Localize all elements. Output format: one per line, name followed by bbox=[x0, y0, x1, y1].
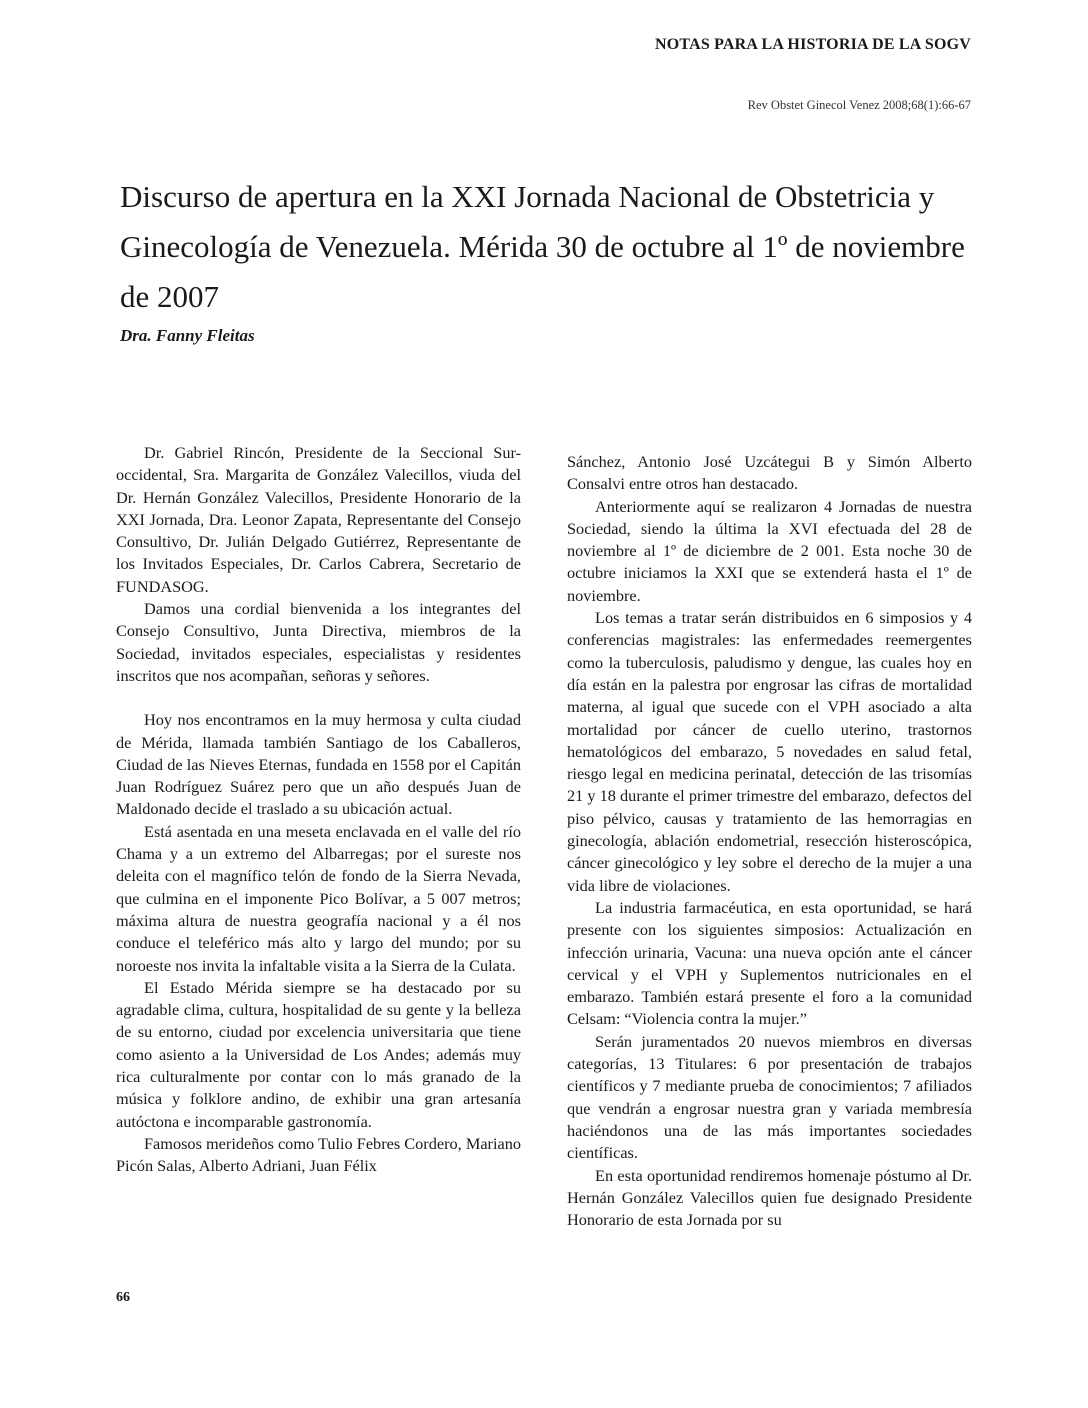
left-column bbox=[116, 442, 521, 1178]
paragraph: El Estado Mérida siempre se ha destacado por su agradable clima, cultura, hospitalidad de su gente y la belleza de su entorno, ciudad por excelencia universitaria que tiene como asiento a la Universidad de Los Andes; además muy rica culturalmente por contar con lo más granado de la música y folklore andino, de exhibir una gran artesanía autóctona e incomparable gastronomía. bbox=[116, 977, 521, 1131]
paragraph: Anteriormente aquí se realizaron 4 Jornadas de nuestra Sociedad, siendo la última la XVI efectuada del 28 de noviembre al 1º de diciembre de 2 001. Esta noche 30 de octubre iniciamos la XXI que se extenderá hasta el 1º de noviembre. bbox=[567, 496, 972, 605]
paragraph: Sánchez, Antonio José Uzcátegui B y Simón Alberto Consalvi entre otros han destacado. bbox=[567, 452, 972, 494]
paragraph: Dr. Gabriel Rincón, Presidente de la Seccional Sur-occidental, Sra. Margarita de González Valecillos, viuda del Dr. Hernán González Valecillos, Presidente Honorario de la XXI Jornada, Dra. Leonor Zapata, Representante del Consejo Consultivo, Dr. Julián Delgado Gutiérrez, Representante de los Invitados Especiales, Dr. Carlos Cabrera, Secretario de FUNDASOG. bbox=[116, 443, 521, 596]
paragraph: Está asentada en una meseta enclavada en el valle del río Chama y a un extremo del Albarregas; por el sureste nos deleita con el magnífico telón de fondo de la Sierra Nevada, que culmina en el imponente Pico Bolívar, a 5 007 metros; máxima altura de nuestra geografía nacional y a él nos conduce el teleférico más alto y largo del mundo; por su noroeste nos invita la infaltable visita a la Sierra de la Culata. bbox=[116, 821, 521, 975]
paragraph: En esta oportunidad rendiremos homenaje póstumo al Dr. Hernán González Valecillos quien fue designado Presidente Honorario de esta Jornada por su bbox=[567, 1165, 972, 1230]
journal-citation: Rev Obstet Ginecol Venez 2008;68(1):66-67 bbox=[747, 98, 971, 112]
article-title: Discurso de apertura en la XXI Jornada Nacional de Obstetricia y Ginecología de Venezuela. Mérida 30 de octubre al 1º de noviembre de 2007 bbox=[120, 179, 965, 314]
paragraph: Hoy nos encontramos en la muy hermosa y culta ciudad de Mérida, llamada también Santiago de los Caballeros, Ciudad de las Nieves Eternas, fundada en 1558 por el Capitán Juan Rodríguez Suárez pero que un año después Juan de Maldonado decide el traslado a su ubicación actual. bbox=[116, 710, 521, 819]
section-header: NOTAS PARA LA HISTORIA DE LA SOGV bbox=[654, 36, 971, 53]
page-number: 66 bbox=[116, 1290, 130, 1305]
paragraph: Serán juramentados 20 nuevos miembros en diversas categorías, 13 Titulares: 6 por presentación de trabajos científicos y 7 mediante prueba de conocimientos; 7 afiliados que vendrán a engrosar nuestra gran y variada membresía haciéndonos una de las más importantes sociedades científicas. bbox=[567, 1031, 972, 1163]
paragraph: Famosos merideños como Tulio Febres Cordero, Mariano Picón Salas, Alberto Adriani, Juan Félix bbox=[116, 1133, 521, 1176]
paragraph: La industria farmacéutica, en esta oportunidad, se hará presente con los siguientes simposios: Actualización en infección urinaria, Vacuna: una nueva opción ante el cáncer cervical y el VPH y Suplementos nutricionales en el embarazo. También estará presente el foro a la comunidad Celsam: “Violencia contra la mujer.” bbox=[567, 897, 972, 1029]
paragraph: Damos una cordial bienvenida a los integrantes del Consejo Consultivo, Junta Directiva, miembros de la Sociedad, invitados especiales, especialistas y residentes inscritos que nos acompañan, señoras y señores. bbox=[116, 599, 521, 685]
right-column bbox=[567, 451, 972, 1231]
paragraph: Los temas a tratar serán distribuidos en 6 simposios y 4 conferencias magistrales: las enfermedades reemergentes como la tuberculosis, paludismo y dengue, las cuales hoy en día están en la palestra por engrosar las cifras de mortalidad materna, al igual que sucede con el VPH asociado a alta mortalidad por cáncer de cuello uterino, trastornos hematológicos del embarazo, 5 novedades en salud fetal, riesgo legal en medicina perinatal, detección de las trisomías 21 y 18 durante el primer trimestre del embarazo, defectos del piso pélvico, causas y tratamiento de las hemorragias en ginecología, ablación endometrial, resección histeroscópica, cáncer ginecológico y ley sobre el derecho de la mujer a una vida libre de violaciones. bbox=[567, 608, 972, 895]
article-author: Dra. Fanny Fleitas bbox=[120, 326, 255, 345]
